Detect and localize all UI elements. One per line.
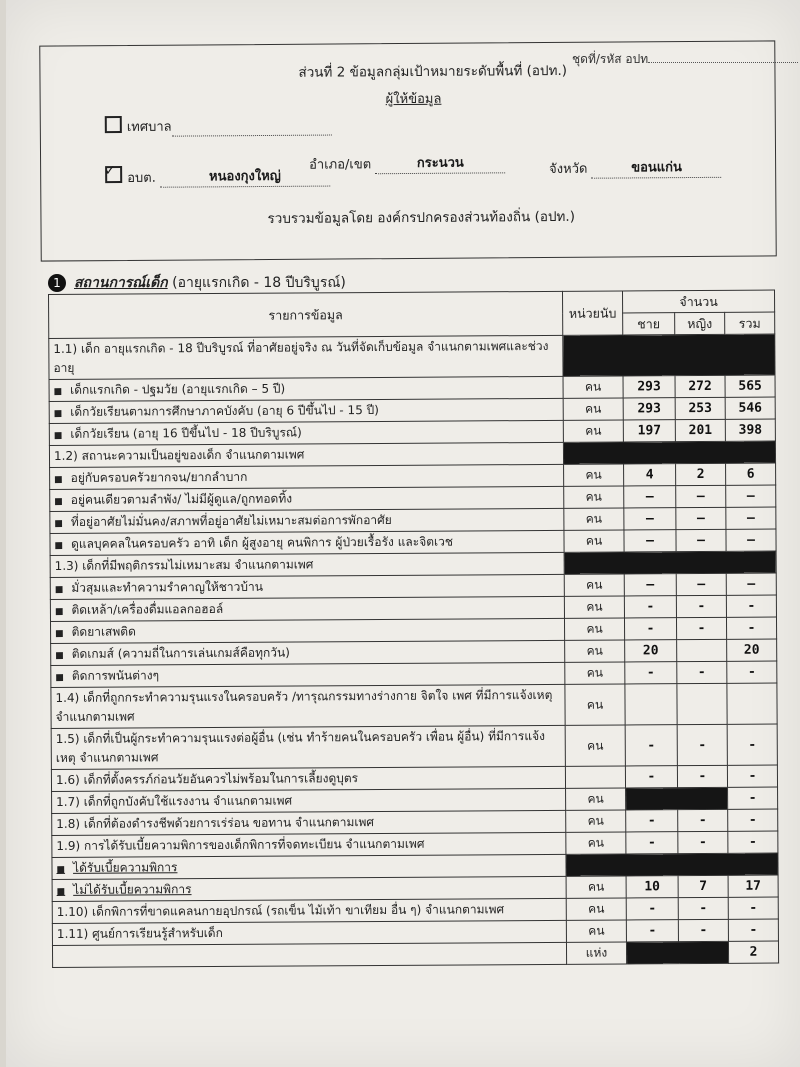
shaded-cell [564,551,776,574]
unit-cell: คน [564,486,624,508]
shaded-cell [566,853,778,876]
province-field [549,156,722,179]
sao-field [127,165,330,188]
female-cell: 7 [678,875,728,897]
male-cell: - [625,766,677,788]
section-subtitle: (อายุแรกเกิด - 18 ปีบริบูรณ์) [172,275,346,291]
row-label: ■ อยู่กับครอบครัวยากจน/ยากลำบาก [50,464,564,489]
total-cell: - [726,617,776,639]
header-box [39,40,776,261]
row-label: 1.6) เด็กที่ตั้งครรภ์ก่อนวัยอันควรไม่พร้อมในการเลี้ยงดูบุตร [51,766,565,791]
unit-cell: คน [563,420,623,442]
informant-label: ผู้ให้ข้อมูล [385,91,442,108]
unit-cell: คน [566,810,626,832]
unit-cell: คน [563,376,623,398]
row-label: 1.2) สถานะความเป็นอยู่ของเด็ก จำแนกตามเพศ [49,442,563,467]
total-cell: – [726,507,776,529]
unit-cell: คน [564,530,624,552]
col-header-item: รายการข้อมูล [49,291,563,338]
total-cell: - [727,661,777,683]
unit-cell: คน [566,920,626,942]
unit-cell: คน [566,876,626,898]
row-label: ■ เด็กวัยเรียน (อายุ 16 ปีขึ้นไป - 18 ปีบริบูรณ์) [49,420,563,445]
code-label: ชุดที่/รหัส อปท [572,52,649,66]
female-cell: – [676,529,726,551]
row-label: ■ ติดเหล้า/เครื่องดื่มแอลกอฮอล์ [50,596,564,621]
municipality-field [127,115,332,137]
section-1-heading [48,272,346,294]
row-label: 1.11) ศูนย์การเรียนรู้สำหรับเด็ก [52,920,566,945]
female-cell: 253 [675,397,725,419]
total-cell: - [728,831,778,853]
female-cell: - [677,661,727,683]
male-cell: - [626,920,678,942]
unit-cell: แห่ง [566,942,626,964]
female-cell: - [678,919,728,941]
shaded-cell [626,787,728,810]
female-cell: - [678,897,728,919]
female-cell: - [678,831,728,853]
unit-cell: คน [564,596,624,618]
row-label: 1.9) การได้รับเบี้ยความพิการของเด็กพิการที่จดทะเบียน จำแนกตามเพศ [52,832,566,857]
total-cell: – [726,573,776,595]
district-value: กระนวน [375,151,505,174]
total-cell: – [726,529,776,551]
male-cell: 293 [623,376,675,398]
sao-value: หนองกุงใหญ่ [160,165,330,188]
total-cell: - [726,595,776,617]
total-cell: 6 [726,463,776,485]
male-cell: - [626,810,678,832]
total-cell: 2 [728,941,778,963]
total-cell: - [728,809,778,831]
municipality-checkbox[interactable] [105,116,122,133]
row-label: 1.4) เด็กที่ถูกกระทำความรุนแรงในครอบครัว /ทารุณกรรมทางร่างกาย จิตใจ เพศ ที่มีการแจ้งเหตุ จำแนกตามเพศ [51,684,565,728]
children-data-table [48,290,779,968]
unit-cell: คน [566,832,626,854]
total-cell: - [728,919,778,941]
shaded-cell [563,334,775,376]
sao-label: อบต. [127,170,156,186]
row-label: 1.1) เด็ก อายุแรกเกิด - 18 ปีบริบูรณ์ ที่อาศัยอยู่จริง ณ วันที่จัดเก็บข้อมูล จำแนกตามเพศและช่วงอายุ [49,335,563,379]
unit-cell: คน [564,574,624,596]
row-label: ■ ได้รับเบี้ยความพิการ [52,854,566,879]
total-cell: 20 [727,639,777,661]
table-row [51,724,777,769]
row-label: ■ เด็กวัยเรียนตามการศึกษาภาคบังคับ (อายุ 6 ปีขึ้นไป - 15 ปี) [49,398,563,423]
row-label: 1.10) เด็กพิการที่ขาดแคลนกายอุปกรณ์ (รถเข็น ไม้เท้า ขาเทียม อื่น ๆ) จำแนกตามเพศ [52,898,566,923]
male-cell: - [624,596,676,618]
total-cell: - [727,724,777,765]
row-label: ■ ติดยาเสพติด [51,618,565,643]
shaded-cell [563,441,775,464]
female-cell: - [677,724,727,765]
female-cell: – [676,507,726,529]
unit-cell: คน [564,618,624,640]
row-label: 1.7) เด็กที่ถูกบังคับใช้แรงงาน จำแนกตามเพศ [52,788,566,813]
male-cell: 10 [626,876,678,898]
female-cell: - [676,595,726,617]
female-cell: – [676,573,726,595]
sao-check-mark: ✓ [105,160,115,180]
part-title: ส่วนที่ 2 ข้อมูลกลุ่มเป้าหมายระดับพื้นที่ (อปท.) [298,62,568,81]
female-cell: 272 [675,375,725,397]
unit-cell: คน [565,684,625,725]
unit-cell: คน [564,464,624,486]
male-cell: 197 [623,420,675,442]
unit-cell: คน [565,640,625,662]
unit-cell [565,766,625,788]
section-title: สถานการณ์เด็ก [74,275,168,291]
male-cell: - [626,898,678,920]
row-label: ■ อยู่คนเดียวตามลำพัง/ ไม่มีผู้ดูแล/ถูกทอดทิ้ง [50,486,564,511]
male-cell: 4 [624,464,676,486]
male-cell: - [624,618,676,640]
shaded-cell [626,941,728,964]
total-cell: 17 [728,875,778,897]
female-cell: 2 [676,463,726,485]
col-header-male: ชาย [623,313,675,335]
province-label: จังหวัด [549,161,588,178]
unit-cell: คน [564,508,624,530]
table-row [52,941,778,967]
row-label: 1.5) เด็กที่เป็นผู้กระทำความรุนแรงต่อผู้อื่น (เช่น ทำร้ายคนในครอบครัว เพื่อน ผู้อื่น) ที่มีการแจ้งเหตุ จำแนกตามเพศ [51,725,565,769]
col-header-unit: หน่วยนับ [562,291,622,335]
row-label: ■ เด็กแรกเกิด - ปฐมวัย (อายุแรกเกิด – 5 ปี) [49,376,563,401]
female-cell [677,639,727,661]
row-label: 1.3) เด็กที่มีพฤติกรรมไม่เหมาะสม จำแนกตามเพศ [50,552,564,577]
province-value: ขอนแก่น [591,156,721,179]
female-cell: - [678,809,728,831]
male-cell: - [625,725,677,766]
district-label: อำเภอ/เขต [309,157,372,173]
unit-cell: คน [565,662,625,684]
female-cell: 201 [675,419,725,441]
col-header-total: รวม [725,312,775,334]
col-header-female: หญิง [675,312,725,334]
male-cell: – [624,508,676,530]
total-cell: - [728,897,778,919]
col-header-count: จำนวน [622,290,774,313]
unit-cell: คน [565,725,625,766]
row-label: ■ มั่วสุมและทำความรำคาญให้ชาวบ้าน [50,574,564,599]
total-cell: 398 [725,419,775,441]
row-label: 1.8) เด็กที่ต้องดำรงชีพด้วยการเร่ร่อน ขอทาน จำแนกตามเพศ [52,810,566,835]
female-cell: - [676,617,726,639]
total-cell: 565 [725,375,775,397]
section-number: 1 [48,274,66,292]
total-cell: 546 [725,397,775,419]
male-cell: - [625,662,677,684]
row-label: ■ ดูแลบุคคลในครอบครัว อาทิ เด็ก ผู้สูงอายุ คนพิการ ผู้ป่วยเรื้อรัง และจิตเวช [50,530,564,555]
female-cell [677,683,727,724]
male-cell: – [624,486,676,508]
table-row [49,334,775,379]
male-cell: – [624,530,676,552]
total-cell: - [728,787,778,809]
row-label: ■ ไม่ได้รับเบี้ยความพิการ [52,876,566,901]
unit-cell: คน [566,788,626,810]
male-cell: 20 [625,640,677,662]
female-cell: - [677,765,727,787]
unit-cell: คน [563,398,623,420]
unit-cell: คน [566,898,626,920]
male-cell: – [624,574,676,596]
municipality-dotline [172,135,332,137]
municipality-label: เทศบาล [126,119,172,135]
row-label: ■ ติดการพนันต่างๆ [51,662,565,687]
total-cell [727,683,777,724]
row-label: ■ ที่อยู่อาศัยไม่มั่นคง/สภาพที่อยู่อาศัยไม่เหมาะสมต่อการพักอาศัย [50,508,564,533]
row-label: ■ ติดเกมส์ (ความถี่ในการเล่นเกมส์คือทุกวัน) [51,640,565,665]
total-cell: – [726,485,776,507]
district-field [309,151,505,174]
female-cell: – [676,485,726,507]
male-cell: 293 [623,398,675,420]
table-row [51,683,777,728]
male-cell [625,684,677,725]
document-page [6,0,800,1067]
row-label [52,942,566,967]
male-cell: - [626,832,678,854]
collected-by: รวบรวมข้อมูลโดย องค์กรปกครองส่วนท้องถิ่น (อปท.) [267,208,576,227]
total-cell: - [727,765,777,787]
